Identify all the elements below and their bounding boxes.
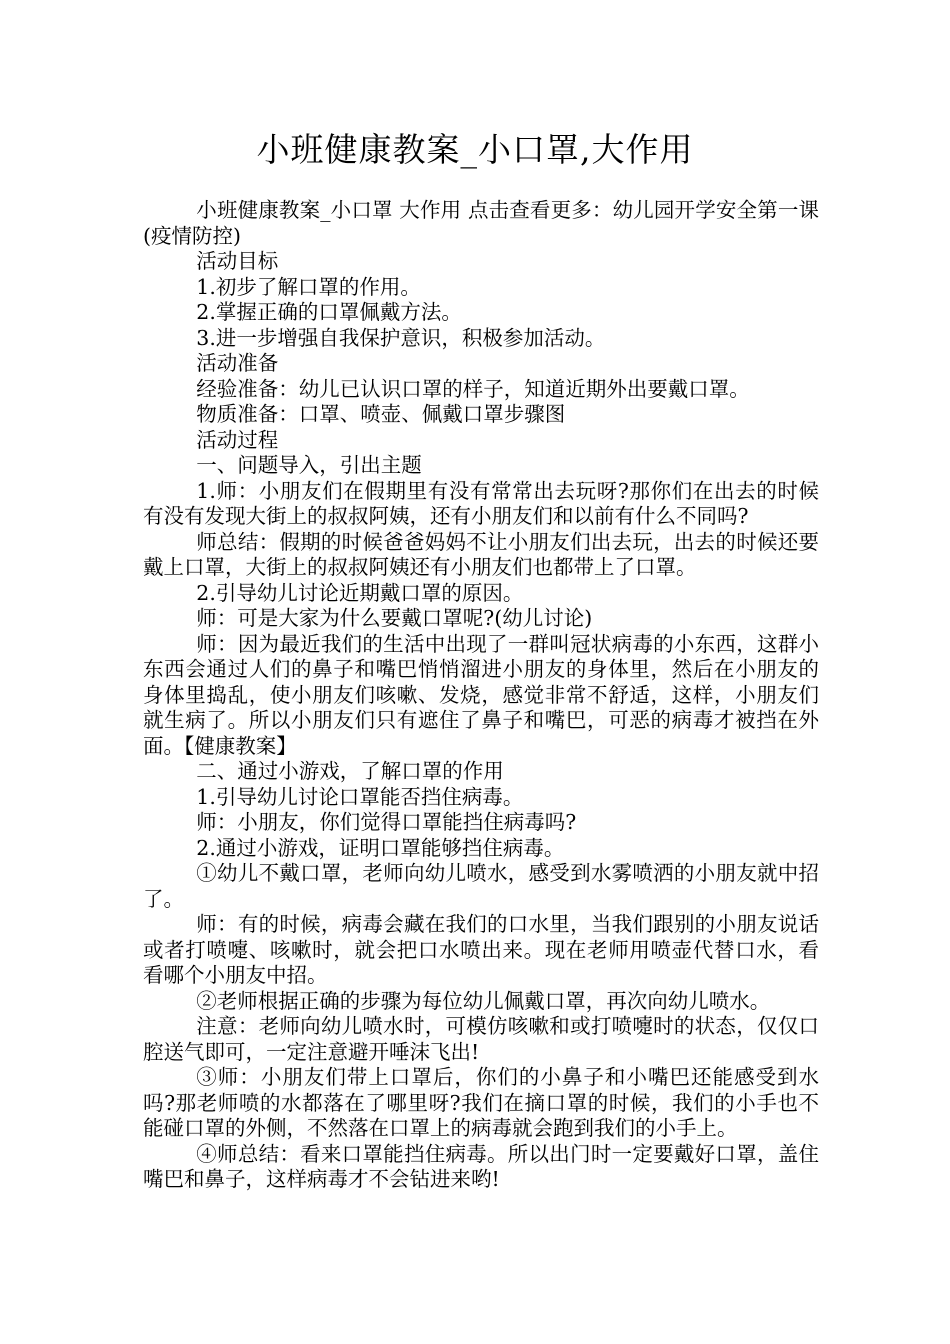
paragraph: 师：因为最近我们的生活中出现了一群叫冠状病毒的小东西，这群小东西会通过人们的鼻子和嘴巴悄悄溜进小朋友的身体里，然后在小朋友的身体里捣乱，使小朋友们咳嗽、发烧，感觉非常不舒适，这样，小朋友们就生病了。所以小朋友们只有遮住了鼻子和嘴巴，可恶的病毒才被挡在外面。【健康教案】 [143, 631, 819, 758]
goal-item: 2.掌握正确的口罩佩戴方法。 [196, 300, 462, 324]
paragraph: 师总结：假期的时候爸爸妈妈不让小朋友们出去玩，出去的时候还要戴上口罩，大街上的叔叔阿姨还有小朋友们也都带上了口罩。 [143, 529, 819, 579]
heading-activity-process: 活动过程 [196, 427, 279, 452]
paragraph: 师：小朋友，你们觉得口罩能挡住病毒吗? [196, 810, 577, 834]
paragraph: 师：可是大家为什么要戴口罩呢?(幼儿讨论) [196, 606, 593, 630]
paragraph: ③师：小朋友们带上口罩后，你们的小鼻子和小嘴巴还能感受到水吗?那老师喷的水都落在了哪里呀?我们在摘口罩的时候，我们的小手也不能碰口罩的外侧，不然落在口罩上的病毒就会跑到我们的小手上。 [143, 1065, 819, 1140]
document-body [143, 198, 819, 1193]
paragraph: 2.引导幼儿讨论近期戴口罩的原因。 [196, 580, 524, 605]
document-title: 小班健康教案_小口罩,大作用 [256, 130, 694, 169]
paragraph: 1.引导幼儿讨论口罩能否挡住病毒。 [196, 784, 524, 809]
heading-activity-goals: 活动目标 [196, 249, 279, 273]
section-heading: 二、通过小游戏，了解口罩的作用 [196, 759, 504, 783]
section-heading: 一、问题导入，引出主题 [196, 453, 422, 477]
goal-item: 1.初步了解口罩的作用。 [196, 274, 421, 299]
heading-activity-preparation: 活动准备 [196, 351, 279, 375]
goal-item: 3.进一步增强自我保护意识，积极参加活动。 [196, 325, 606, 350]
paragraph: ②老师根据正确的步骤为每位幼儿佩戴口罩，再次向幼儿喷水。 [196, 988, 771, 1013]
paragraph: 经验准备：幼儿已认识口罩的样子，知道近期外出要戴口罩。 [196, 376, 750, 401]
paragraph: ④师总结：看来口罩能挡住病毒。所以出门时一定要戴好口罩，盖住嘴巴和鼻子，这样病毒才不会钻进来哟! [143, 1141, 819, 1191]
paragraph: ①幼儿不戴口罩，老师向幼儿喷水，感受到水雾喷洒的小朋友就中招了。 [143, 861, 819, 911]
paragraph: 注意：老师向幼儿喷水时，可模仿咳嗽和或打喷嚏时的状态，仅仅口腔送气即可，一定注意避开唾沫飞出! [143, 1014, 819, 1064]
paragraph: 物质准备：口罩、喷壶、佩戴口罩步骤图 [196, 402, 566, 426]
paragraph-intro: 小班健康教案_小口罩 大作用 点击查看更多：幼儿园开学安全第一课(疫情防控) [143, 198, 819, 248]
paragraph: 师：有的时候，病毒会藏在我们的口水里，当我们跟别的小朋友说话或者打喷嚏、咳嗽时，就会把口水喷出来。现在老师用喷壶代替口水，看看哪个小朋友中招。 [143, 912, 819, 987]
paragraph: 1.师：小朋友们在假期里有没有常常出去玩呀?那你们在出去的时候有没有发现大街上的叔叔阿姨，还有小朋友们和以前有什么不同吗? [143, 478, 819, 528]
paragraph: 2.通过小游戏，证明口罩能够挡住病毒。 [196, 835, 565, 860]
